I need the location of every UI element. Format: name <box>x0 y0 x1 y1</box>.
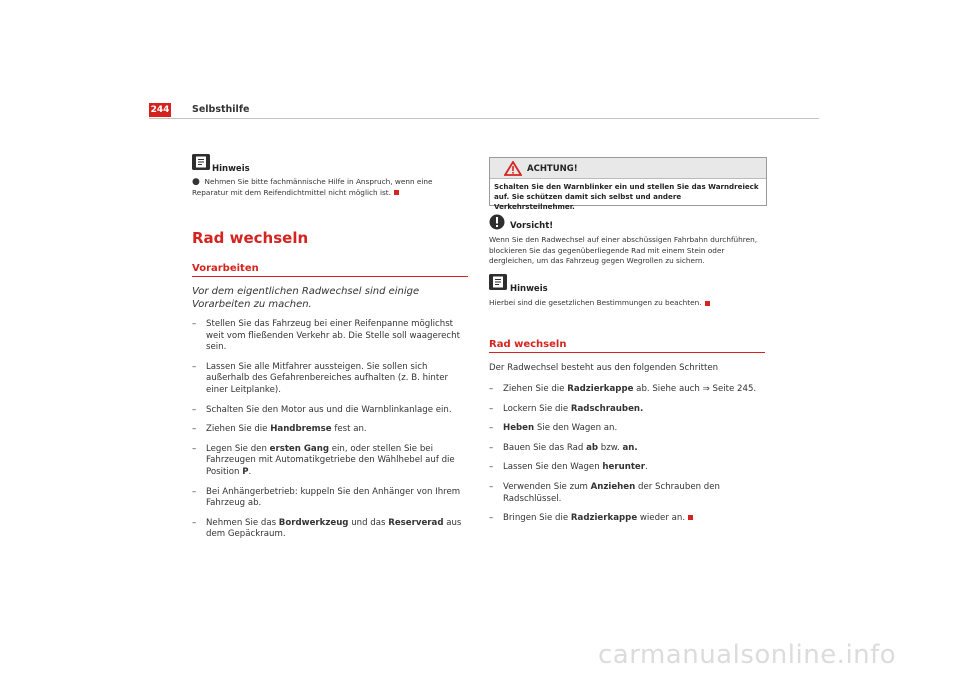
note2-icon-wrap <box>489 274 507 294</box>
list-item: – Nehmen Sie das Bordwerkzeug und das Reserverad aus dem Gepäckraum. <box>192 518 470 541</box>
list-item: – Bauen Sie das Rad ab bzw. an. <box>489 443 769 455</box>
caution-text: Wenn Sie den Radwechsel auf einer abschüssigen Fahrbahn durchführen, blockieren Sie das gegenüberliegende Rad mit einem Stein oder dergleichen, um das Fahrzeug gegen Wegrollen zu sichern. <box>489 235 758 265</box>
section-title: Selbsthilfe <box>192 104 250 115</box>
warning-header <box>490 158 766 179</box>
note-title: Hinweis <box>212 164 250 174</box>
list-item: – Verwenden Sie zum Anziehen der Schrauben den Radschlüssel. <box>489 482 769 505</box>
page-number: 244 <box>150 105 170 115</box>
list-item: – Heben Sie den Wagen an. <box>489 423 769 435</box>
caution-icon <box>489 214 505 234</box>
subheading-vorarbeiten: Vorarbeiten <box>192 263 259 274</box>
note-block <box>192 154 210 174</box>
warning-title: ACHTUNG! <box>527 164 578 174</box>
note2-title: Hinweis <box>510 284 548 294</box>
list-item: – Lassen Sie alle Mitfahrer aussteigen. Sie sollen sich außerhalb des Gefahrenbereiches aufhalten (z. B. hinter einer Leitplanke). <box>192 362 470 397</box>
note-text <box>192 177 470 198</box>
list-item: – Bei Anhängerbetrieb: kuppeln Sie den Anhänger von Ihrem Fahrzeug ab. <box>192 487 470 510</box>
subheading-rule-right <box>489 352 765 353</box>
steps-list <box>192 319 470 549</box>
header-divider <box>149 118 819 119</box>
note2-text-content: Hierbei sind die gesetzlichen Bestimmungen zu beachten. <box>489 298 702 307</box>
arrow-icon: ⇒ <box>702 384 710 394</box>
end-marker-icon <box>394 190 399 195</box>
end-marker-icon <box>688 515 693 520</box>
note-text-content: Nehmen Sie bitte fachmännische Hilfe in Anspruch, wenn eine Reparatur mit dem Reifendichtmittel nicht möglich ist. <box>192 177 433 197</box>
intro-text: Vor dem eigentlichen Radwechsel sind einige Vorarbeiten zu machen. <box>192 286 420 310</box>
intro-right: Der Radwechsel besteht aus den folgenden Schritten <box>489 363 719 373</box>
note-icon <box>192 154 210 170</box>
list-item: – Ziehen Sie die Handbremse fest an. <box>192 424 470 436</box>
steps-list-right <box>489 384 769 533</box>
list-item: – Bringen Sie die Radzierkappe wieder an. <box>489 513 769 525</box>
watermark: carmanualsonline.info <box>598 640 897 670</box>
list-item: – Ziehen Sie die Radzierkappe ab. Siehe auch ⇒ Seite 245. <box>489 384 769 396</box>
note-icon <box>489 274 507 290</box>
warning-triangle-icon <box>504 161 522 180</box>
bullet-icon: ● <box>192 177 200 187</box>
subheading-rule <box>192 276 468 277</box>
caution-title: Vorsicht! <box>510 221 554 231</box>
warning-box <box>489 157 767 211</box>
list-item: – Schalten Sie den Motor aus und die Warnblinkanlage ein. <box>192 405 470 417</box>
list-item: – Legen Sie den ersten Gang ein, oder stellen Sie bei Fahrzeugen mit Automatikgetriebe den Wählhebel auf die Position P. <box>192 444 470 479</box>
note2-text <box>489 298 769 309</box>
warning-text: Schalten Sie den Warnblinker ein und stellen Sie das Warndreieck auf. Sie schützen damit sich selbst und andere Verkehrsteilnehmer. <box>494 182 759 211</box>
list-item: – Lassen Sie den Wagen herunter. <box>489 462 769 474</box>
end-marker-icon <box>705 301 710 306</box>
main-heading: Rad wechseln <box>192 229 309 247</box>
list-item: – Lockern Sie die Radschrauben. <box>489 404 769 416</box>
list-item: – Stellen Sie das Fahrzeug bei einer Reifenpanne möglichst weit vom fließenden Verkehr ab. Die Stelle soll waagerecht sein. <box>192 319 470 354</box>
subheading-rad-wechseln: Rad wechseln <box>489 339 567 350</box>
